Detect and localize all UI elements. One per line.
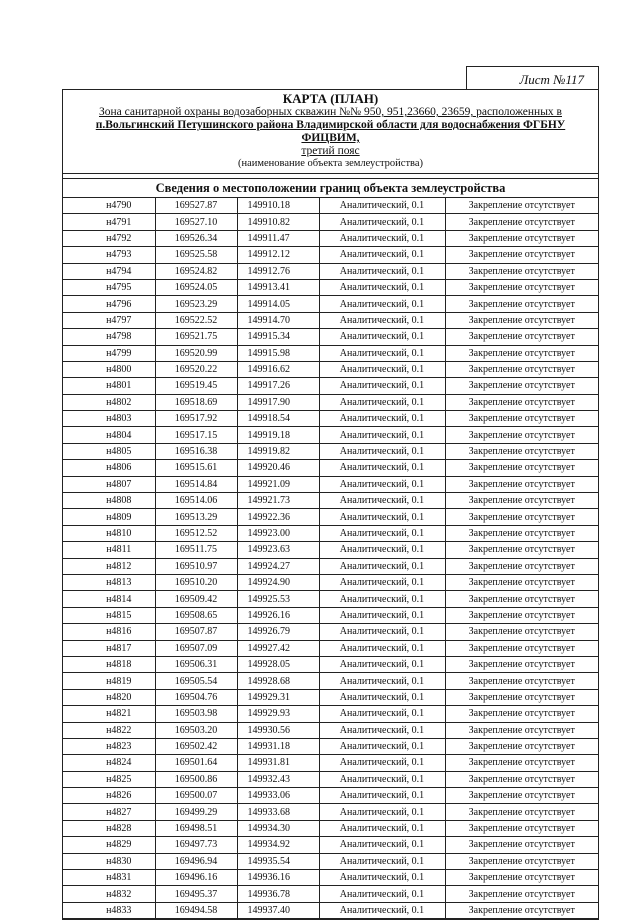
table-row xyxy=(63,296,598,312)
fixing-cell: Закрепление отсутствует xyxy=(445,525,598,541)
method-cell: Аналитический, 0.1 xyxy=(319,279,445,295)
y-coordinate-cell: 149918.54 xyxy=(237,411,319,427)
x-coordinate-cell: 169497.73 xyxy=(155,837,237,853)
y-coordinate-cell: 149912.76 xyxy=(237,263,319,279)
fixing-cell: Закрепление отсутствует xyxy=(445,624,598,640)
table-row xyxy=(63,279,598,295)
method-cell: Аналитический, 0.1 xyxy=(319,525,445,541)
y-coordinate-cell: 149924.90 xyxy=(237,574,319,590)
y-coordinate-cell: 149914.70 xyxy=(237,312,319,328)
method-cell: Аналитический, 0.1 xyxy=(319,853,445,869)
method-cell: Аналитический, 0.1 xyxy=(319,329,445,345)
point-name-cell: н4809 xyxy=(63,509,155,525)
table-row xyxy=(63,771,598,787)
y-coordinate-cell: 149936.78 xyxy=(237,886,319,902)
fixing-cell: Закрепление отсутствует xyxy=(445,263,598,279)
table-row xyxy=(63,493,598,509)
table-row xyxy=(63,788,598,804)
x-coordinate-cell: 169508.65 xyxy=(155,607,237,623)
point-name-cell: н4804 xyxy=(63,427,155,443)
method-cell: Аналитический, 0.1 xyxy=(319,689,445,705)
fixing-cell: Закрепление отсутствует xyxy=(445,558,598,574)
table-row xyxy=(63,263,598,279)
method-cell: Аналитический, 0.1 xyxy=(319,722,445,738)
method-cell: Аналитический, 0.1 xyxy=(319,394,445,410)
method-cell: Аналитический, 0.1 xyxy=(319,493,445,509)
y-coordinate-cell: 149910.82 xyxy=(237,214,319,230)
method-cell: Аналитический, 0.1 xyxy=(319,673,445,689)
fixing-cell: Закрепление отсутствует xyxy=(445,247,598,263)
point-name-cell: н4791 xyxy=(63,214,155,230)
point-name-cell: н4822 xyxy=(63,722,155,738)
y-coordinate-cell: 149928.05 xyxy=(237,656,319,672)
table-row xyxy=(63,886,598,902)
fixing-cell: Закрепление отсутствует xyxy=(445,230,598,246)
point-name-cell: н4808 xyxy=(63,493,155,509)
table-row xyxy=(63,509,598,525)
table-row xyxy=(63,673,598,689)
method-cell: Аналитический, 0.1 xyxy=(319,263,445,279)
y-coordinate-cell: 149926.16 xyxy=(237,607,319,623)
point-name-cell: н4828 xyxy=(63,820,155,836)
method-cell: Аналитический, 0.1 xyxy=(319,312,445,328)
table-row xyxy=(63,574,598,590)
x-coordinate-cell: 169502.42 xyxy=(155,738,237,754)
method-cell: Аналитический, 0.1 xyxy=(319,411,445,427)
method-cell: Аналитический, 0.1 xyxy=(319,198,445,214)
table-row xyxy=(63,640,598,656)
table-row xyxy=(63,542,598,558)
x-coordinate-cell: 169496.16 xyxy=(155,870,237,886)
object-name-line-2: п.Вольгинский Петушинского района Владимирской области для водоснабжения ФГБНУ ФИЦВИМ, xyxy=(95,119,566,144)
fixing-cell: Закрепление отсутствует xyxy=(445,476,598,492)
table-row xyxy=(63,443,598,459)
x-coordinate-cell: 169500.07 xyxy=(155,788,237,804)
point-name-cell: н4800 xyxy=(63,361,155,377)
y-coordinate-cell: 149923.00 xyxy=(237,525,319,541)
table-row xyxy=(63,460,598,476)
point-name-cell: н4801 xyxy=(63,378,155,394)
fixing-cell: Закрепление отсутствует xyxy=(445,755,598,771)
x-coordinate-cell: 169500.86 xyxy=(155,771,237,787)
y-coordinate-cell: 149929.31 xyxy=(237,689,319,705)
fixing-cell: Закрепление отсутствует xyxy=(445,312,598,328)
table-row xyxy=(63,345,598,361)
method-cell: Аналитический, 0.1 xyxy=(319,509,445,525)
fixing-cell: Закрепление отсутствует xyxy=(445,788,598,804)
y-coordinate-cell: 149910.18 xyxy=(237,198,319,214)
table-row xyxy=(63,870,598,886)
y-coordinate-cell: 149933.68 xyxy=(237,804,319,820)
table-row xyxy=(63,329,598,345)
x-coordinate-cell: 169519.45 xyxy=(155,378,237,394)
fixing-cell: Закрепление отсутствует xyxy=(445,345,598,361)
x-coordinate-cell: 169505.54 xyxy=(155,673,237,689)
point-name-cell: н4802 xyxy=(63,394,155,410)
point-name-cell: н4795 xyxy=(63,279,155,295)
x-coordinate-cell: 169515.61 xyxy=(155,460,237,476)
table-row xyxy=(63,607,598,623)
table-row xyxy=(63,378,598,394)
method-cell: Аналитический, 0.1 xyxy=(319,247,445,263)
fixing-cell: Закрепление отсутствует xyxy=(445,738,598,754)
point-name-cell: н4826 xyxy=(63,788,155,804)
point-name-cell: н4798 xyxy=(63,329,155,345)
table-row xyxy=(63,837,598,853)
x-coordinate-cell: 169520.22 xyxy=(155,361,237,377)
y-coordinate-cell: 149935.54 xyxy=(237,853,319,869)
x-coordinate-cell: 169522.52 xyxy=(155,312,237,328)
fixing-cell: Закрепление отсутствует xyxy=(445,394,598,410)
fixing-cell: Закрепление отсутствует xyxy=(445,329,598,345)
point-name-cell: н4823 xyxy=(63,738,155,754)
fixing-cell: Закрепление отсутствует xyxy=(445,493,598,509)
point-name-cell: н4812 xyxy=(63,558,155,574)
method-cell: Аналитический, 0.1 xyxy=(319,886,445,902)
x-coordinate-cell: 169524.82 xyxy=(155,263,237,279)
method-cell: Аналитический, 0.1 xyxy=(319,837,445,853)
method-cell: Аналитический, 0.1 xyxy=(319,755,445,771)
fixing-cell: Закрепление отсутствует xyxy=(445,722,598,738)
method-cell: Аналитический, 0.1 xyxy=(319,214,445,230)
y-coordinate-cell: 149930.56 xyxy=(237,722,319,738)
table-row xyxy=(63,427,598,443)
method-cell: Аналитический, 0.1 xyxy=(319,591,445,607)
point-name-cell: н4810 xyxy=(63,525,155,541)
fixing-cell: Закрепление отсутствует xyxy=(445,886,598,902)
table-row xyxy=(63,230,598,246)
method-cell: Аналитический, 0.1 xyxy=(319,624,445,640)
point-name-cell: н4817 xyxy=(63,640,155,656)
fixing-cell: Закрепление отсутствует xyxy=(445,706,598,722)
point-name-cell: н4819 xyxy=(63,673,155,689)
table-row xyxy=(63,198,598,214)
y-coordinate-cell: 149937.40 xyxy=(237,902,319,918)
x-coordinate-cell: 169527.10 xyxy=(155,214,237,230)
x-coordinate-cell: 169527.87 xyxy=(155,198,237,214)
fixing-cell: Закрепление отсутствует xyxy=(445,509,598,525)
point-name-cell: н4805 xyxy=(63,443,155,459)
y-coordinate-cell: 149927.42 xyxy=(237,640,319,656)
boundary-points-body xyxy=(63,198,598,919)
table-row xyxy=(63,722,598,738)
sheet-number: Лист №117 xyxy=(519,72,584,87)
method-cell: Аналитический, 0.1 xyxy=(319,476,445,492)
method-cell: Аналитический, 0.1 xyxy=(319,804,445,820)
x-coordinate-cell: 169517.92 xyxy=(155,411,237,427)
x-coordinate-cell: 169503.20 xyxy=(155,722,237,738)
fixing-cell: Закрепление отсутствует xyxy=(445,804,598,820)
x-coordinate-cell: 169510.97 xyxy=(155,558,237,574)
x-coordinate-cell: 169507.09 xyxy=(155,640,237,656)
x-coordinate-cell: 169494.58 xyxy=(155,902,237,918)
method-cell: Аналитический, 0.1 xyxy=(319,378,445,394)
table-row xyxy=(63,394,598,410)
x-coordinate-cell: 169506.31 xyxy=(155,656,237,672)
x-coordinate-cell: 169499.29 xyxy=(155,804,237,820)
point-name-cell: н4811 xyxy=(63,542,155,558)
document-header xyxy=(63,90,598,174)
y-coordinate-cell: 149915.98 xyxy=(237,345,319,361)
y-coordinate-cell: 149924.27 xyxy=(237,558,319,574)
method-cell: Аналитический, 0.1 xyxy=(319,542,445,558)
point-name-cell: н4790 xyxy=(63,198,155,214)
fixing-cell: Закрепление отсутствует xyxy=(445,296,598,312)
fixing-cell: Закрепление отсутствует xyxy=(445,820,598,836)
table-row xyxy=(63,804,598,820)
method-cell: Аналитический, 0.1 xyxy=(319,230,445,246)
x-coordinate-cell: 169510.20 xyxy=(155,574,237,590)
point-name-cell: н4831 xyxy=(63,870,155,886)
y-coordinate-cell: 149932.43 xyxy=(237,771,319,787)
point-name-cell: н4832 xyxy=(63,886,155,902)
method-cell: Аналитический, 0.1 xyxy=(319,607,445,623)
method-cell: Аналитический, 0.1 xyxy=(319,427,445,443)
x-coordinate-cell: 169520.99 xyxy=(155,345,237,361)
fixing-cell: Закрепление отсутствует xyxy=(445,771,598,787)
table-row xyxy=(63,214,598,230)
point-name-cell: н4827 xyxy=(63,804,155,820)
fixing-cell: Закрепление отсутствует xyxy=(445,870,598,886)
table-row xyxy=(63,738,598,754)
fixing-cell: Закрепление отсутствует xyxy=(445,591,598,607)
fixing-cell: Закрепление отсутствует xyxy=(445,902,598,918)
boundary-points-table xyxy=(63,198,598,919)
method-cell: Аналитический, 0.1 xyxy=(319,574,445,590)
point-name-cell: н4797 xyxy=(63,312,155,328)
method-cell: Аналитический, 0.1 xyxy=(319,361,445,377)
table-row xyxy=(63,689,598,705)
fixing-cell: Закрепление отсутствует xyxy=(445,198,598,214)
method-cell: Аналитический, 0.1 xyxy=(319,788,445,804)
table-row xyxy=(63,476,598,492)
sheet-number-box xyxy=(466,66,599,89)
y-coordinate-cell: 149925.53 xyxy=(237,591,319,607)
point-name-cell: н4794 xyxy=(63,263,155,279)
method-cell: Аналитический, 0.1 xyxy=(319,706,445,722)
section-title: Сведения о местоположении границ объекта землеустройства xyxy=(63,179,598,198)
y-coordinate-cell: 149934.92 xyxy=(237,837,319,853)
fixing-cell: Закрепление отсутствует xyxy=(445,427,598,443)
y-coordinate-cell: 149916.62 xyxy=(237,361,319,377)
x-coordinate-cell: 169498.51 xyxy=(155,820,237,836)
method-cell: Аналитический, 0.1 xyxy=(319,738,445,754)
object-name-caption: (наименование объекта землеустройства) xyxy=(237,158,424,169)
x-coordinate-cell: 169509.42 xyxy=(155,591,237,607)
y-coordinate-cell: 149931.81 xyxy=(237,755,319,771)
fixing-cell: Закрепление отсутствует xyxy=(445,279,598,295)
y-coordinate-cell: 149912.12 xyxy=(237,247,319,263)
point-name-cell: н4803 xyxy=(63,411,155,427)
y-coordinate-cell: 149914.05 xyxy=(237,296,319,312)
y-coordinate-cell: 149934.30 xyxy=(237,820,319,836)
point-name-cell: н4815 xyxy=(63,607,155,623)
point-name-cell: н4821 xyxy=(63,706,155,722)
point-name-cell: н4824 xyxy=(63,755,155,771)
y-coordinate-cell: 149920.46 xyxy=(237,460,319,476)
x-coordinate-cell: 169504.76 xyxy=(155,689,237,705)
y-coordinate-cell: 149919.82 xyxy=(237,443,319,459)
table-row xyxy=(63,312,598,328)
x-coordinate-cell: 169517.15 xyxy=(155,427,237,443)
y-coordinate-cell: 149919.18 xyxy=(237,427,319,443)
x-coordinate-cell: 169511.75 xyxy=(155,542,237,558)
method-cell: Аналитический, 0.1 xyxy=(319,558,445,574)
document-frame xyxy=(62,89,599,920)
y-coordinate-cell: 149922.36 xyxy=(237,509,319,525)
table-row xyxy=(63,525,598,541)
table-row xyxy=(63,755,598,771)
method-cell: Аналитический, 0.1 xyxy=(319,640,445,656)
method-cell: Аналитический, 0.1 xyxy=(319,460,445,476)
table-row xyxy=(63,591,598,607)
method-cell: Аналитический, 0.1 xyxy=(319,902,445,918)
y-coordinate-cell: 149915.34 xyxy=(237,329,319,345)
x-coordinate-cell: 169523.29 xyxy=(155,296,237,312)
y-coordinate-cell: 149929.93 xyxy=(237,706,319,722)
point-name-cell: н4816 xyxy=(63,624,155,640)
table-row xyxy=(63,624,598,640)
y-coordinate-cell: 149933.06 xyxy=(237,788,319,804)
x-coordinate-cell: 169514.84 xyxy=(155,476,237,492)
fixing-cell: Закрепление отсутствует xyxy=(445,542,598,558)
point-name-cell: н4792 xyxy=(63,230,155,246)
method-cell: Аналитический, 0.1 xyxy=(319,656,445,672)
x-coordinate-cell: 169516.38 xyxy=(155,443,237,459)
table-row xyxy=(63,820,598,836)
y-coordinate-cell: 149928.68 xyxy=(237,673,319,689)
x-coordinate-cell: 169514.06 xyxy=(155,493,237,509)
y-coordinate-cell: 149921.09 xyxy=(237,476,319,492)
point-name-cell: н4833 xyxy=(63,902,155,918)
fixing-cell: Закрепление отсутствует xyxy=(445,837,598,853)
table-row xyxy=(63,361,598,377)
x-coordinate-cell: 169501.64 xyxy=(155,755,237,771)
document-title: КАРТА (ПЛАН) xyxy=(282,91,379,106)
x-coordinate-cell: 169503.98 xyxy=(155,706,237,722)
point-name-cell: н4814 xyxy=(63,591,155,607)
table-row xyxy=(63,247,598,263)
table-row xyxy=(63,558,598,574)
fixing-cell: Закрепление отсутствует xyxy=(445,443,598,459)
x-coordinate-cell: 169524.05 xyxy=(155,279,237,295)
fixing-cell: Закрепление отсутствует xyxy=(445,460,598,476)
point-name-cell: н4807 xyxy=(63,476,155,492)
method-cell: Аналитический, 0.1 xyxy=(319,771,445,787)
method-cell: Аналитический, 0.1 xyxy=(319,870,445,886)
fixing-cell: Закрепление отсутствует xyxy=(445,853,598,869)
table-row xyxy=(63,706,598,722)
x-coordinate-cell: 169525.58 xyxy=(155,247,237,263)
point-name-cell: н4829 xyxy=(63,837,155,853)
method-cell: Аналитический, 0.1 xyxy=(319,820,445,836)
fixing-cell: Закрепление отсутствует xyxy=(445,673,598,689)
object-name-line-3: третий пояс xyxy=(301,145,360,157)
y-coordinate-cell: 149911.47 xyxy=(237,230,319,246)
y-coordinate-cell: 149926.79 xyxy=(237,624,319,640)
table-row xyxy=(63,656,598,672)
point-name-cell: н4820 xyxy=(63,689,155,705)
y-coordinate-cell: 149913.41 xyxy=(237,279,319,295)
y-coordinate-cell: 149917.90 xyxy=(237,394,319,410)
point-name-cell: н4813 xyxy=(63,574,155,590)
point-name-cell: н4825 xyxy=(63,771,155,787)
method-cell: Аналитический, 0.1 xyxy=(319,443,445,459)
point-name-cell: н4793 xyxy=(63,247,155,263)
table-row xyxy=(63,853,598,869)
y-coordinate-cell: 149923.63 xyxy=(237,542,319,558)
y-coordinate-cell: 149917.26 xyxy=(237,378,319,394)
method-cell: Аналитический, 0.1 xyxy=(319,345,445,361)
fixing-cell: Закрепление отсутствует xyxy=(445,607,598,623)
point-name-cell: н4796 xyxy=(63,296,155,312)
y-coordinate-cell: 149931.18 xyxy=(237,738,319,754)
fixing-cell: Закрепление отсутствует xyxy=(445,411,598,427)
x-coordinate-cell: 169513.29 xyxy=(155,509,237,525)
point-name-cell: н4818 xyxy=(63,656,155,672)
method-cell: Аналитический, 0.1 xyxy=(319,296,445,312)
x-coordinate-cell: 169495.37 xyxy=(155,886,237,902)
fixing-cell: Закрепление отсутствует xyxy=(445,656,598,672)
fixing-cell: Закрепление отсутствует xyxy=(445,361,598,377)
fixing-cell: Закрепление отсутствует xyxy=(445,574,598,590)
fixing-cell: Закрепление отсутствует xyxy=(445,378,598,394)
x-coordinate-cell: 169507.87 xyxy=(155,624,237,640)
y-coordinate-cell: 149936.16 xyxy=(237,870,319,886)
object-name-line-1: Зона санитарной охраны водозаборных скважин №№ 950, 951,23660, 23659, расположенных в xyxy=(98,106,562,118)
x-coordinate-cell: 169526.34 xyxy=(155,230,237,246)
point-name-cell: н4799 xyxy=(63,345,155,361)
fixing-cell: Закрепление отсутствует xyxy=(445,214,598,230)
x-coordinate-cell: 169496.94 xyxy=(155,853,237,869)
point-name-cell: н4830 xyxy=(63,853,155,869)
fixing-cell: Закрепление отсутствует xyxy=(445,640,598,656)
x-coordinate-cell: 169512.52 xyxy=(155,525,237,541)
y-coordinate-cell: 149921.73 xyxy=(237,493,319,509)
point-name-cell: н4806 xyxy=(63,460,155,476)
x-coordinate-cell: 169518.69 xyxy=(155,394,237,410)
fixing-cell: Закрепление отсутствует xyxy=(445,689,598,705)
x-coordinate-cell: 169521.75 xyxy=(155,329,237,345)
table-row xyxy=(63,411,598,427)
